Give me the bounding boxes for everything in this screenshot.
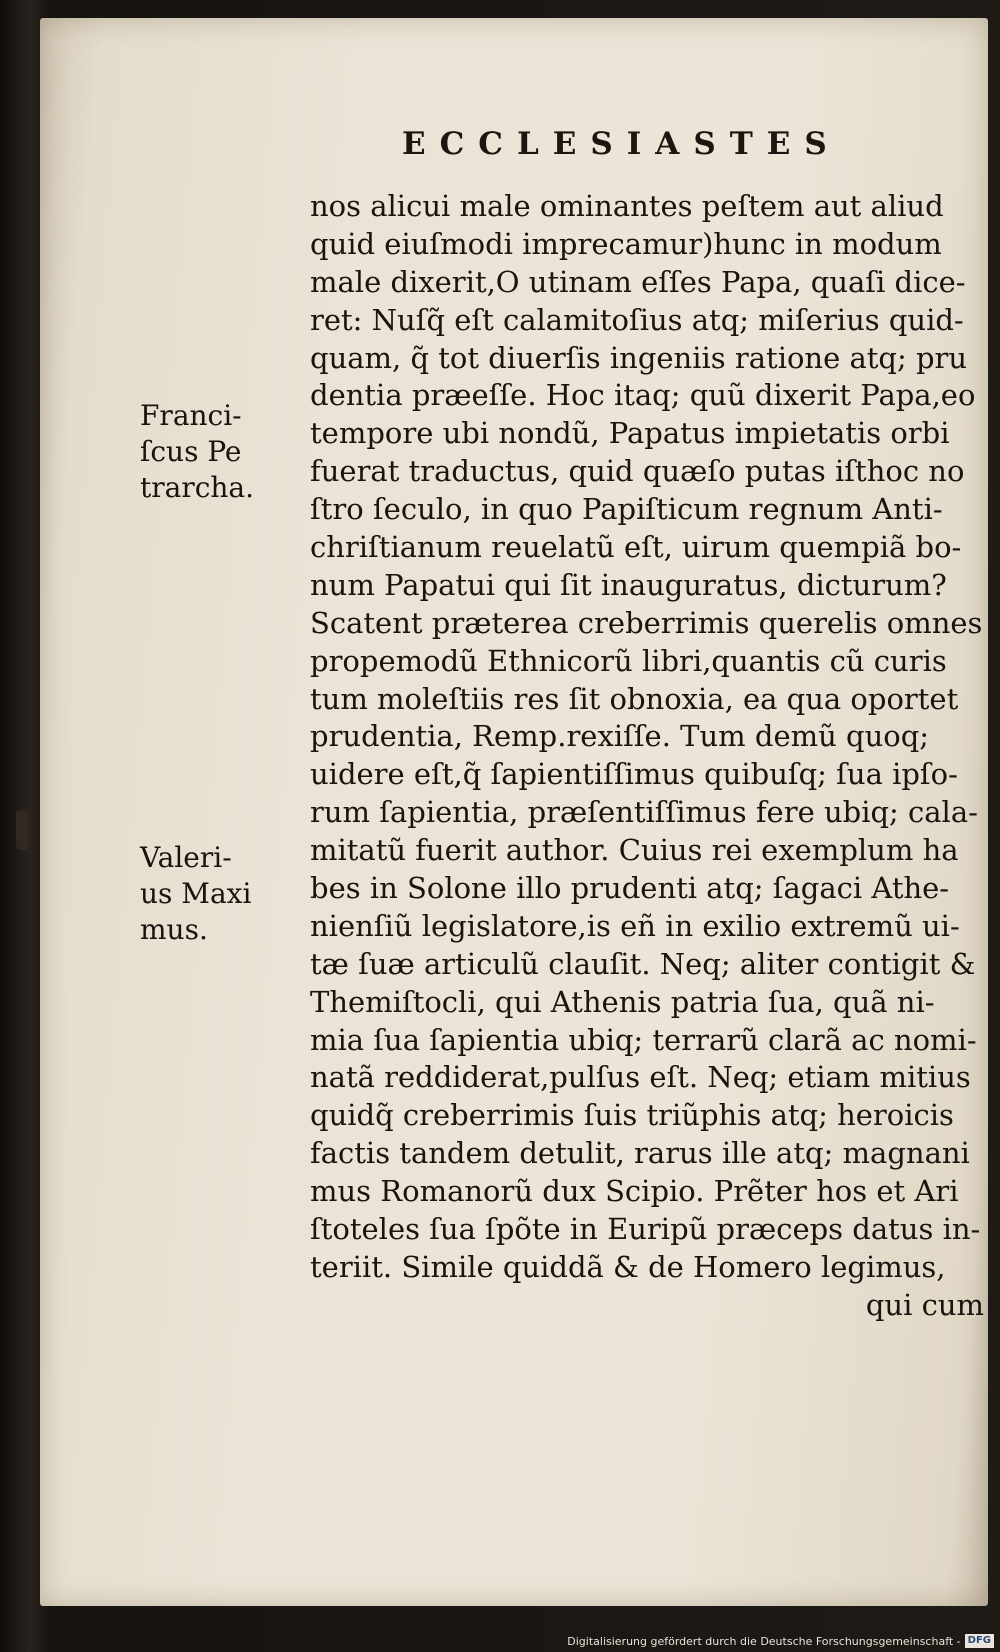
- marginal-line: trarcha.: [140, 471, 255, 504]
- binding-ink-mark: [16, 810, 28, 850]
- text-line: Scatent præterea creberrimis querelis omnes: [310, 605, 983, 640]
- marginal-line: ſcus Pe: [140, 435, 242, 468]
- text-line: Themiſtocli, qui Athenis patria ſua, quã ni‑: [310, 984, 935, 1019]
- catchword: qui cum: [865, 1287, 984, 1322]
- text-line: nos alicui male ominantes peſtem aut aliud: [310, 189, 944, 223]
- text-line: quid eiuſmodi imprecamur)hunc in modum: [310, 226, 942, 261]
- text-line: teriit. Simile quiddã & de Homero legimus,: [310, 1249, 946, 1284]
- marginal-line: us Maxi: [140, 877, 252, 910]
- text-line: ret: Nuſq̃ eſt calamitoſius atq; miſerius quid‑: [310, 302, 964, 337]
- text-line: tempore ubi nondũ, Papatus impietatis orbi: [310, 416, 950, 451]
- text-line: mitatũ fuerit author. Cuius rei exemplum ha: [310, 833, 959, 868]
- text-line: quidq̃ creberrimis ſuis triũphis atq; heroicis: [310, 1098, 954, 1133]
- text-line: factis tandem detulit, rarus ille atq; magnani: [310, 1136, 970, 1171]
- text-line: num Papatui qui ſit inauguratus, dicturum?: [310, 567, 947, 602]
- text-line: male dixerit,O utinam eſſes Papa, quaſi dice‑: [310, 264, 966, 299]
- text-line: fuerat traductus, quid quæſo putas iſthoc no: [310, 454, 965, 489]
- dfg-logo: DFG: [965, 1634, 994, 1648]
- text-line: dentia præeſſe. Hoc itaq; quũ dixerit Papa,eo: [310, 378, 976, 413]
- marginal-line: Franci‑: [140, 399, 242, 432]
- text-line: chriſtianum reuelatũ eſt, uirum quempiã bo‑: [310, 530, 962, 565]
- text-line: prudentia, Remp.rexiſſe. Tum demũ quoq;: [310, 719, 930, 754]
- text-line: tæ ſuæ articulũ clauſit. Neq; aliter contigit &: [310, 946, 976, 981]
- marginal-line: mus.: [140, 913, 208, 946]
- text-line: tum moleſtiis res ſit obnoxia, ea qua oportet: [310, 681, 959, 716]
- book-page: [40, 18, 988, 1606]
- text-line: natã reddiderat,pulſus eſt. Neq; etiam mitius: [310, 1060, 971, 1095]
- running-head: ECCLESIASTES: [402, 126, 841, 162]
- text-line: ſtoteles ſua ſpõte in Euripũ præceps datus in‑: [310, 1212, 981, 1247]
- text-line: quam, q̃ tot diuerſis ingeniis ratione atq; pru: [310, 340, 968, 375]
- text-line: nienſiũ legislatore,is eñ in exilio extremũ ui‑: [310, 908, 960, 943]
- text-line: rum ſapientia, præſentiſſimus fere ubiq; cala‑: [310, 795, 978, 830]
- text-line: mia ſua ſapientia ubiq; terrarũ clarã ac nomi‑: [310, 1022, 977, 1057]
- text-line: uidere eſt,q̃ ſapientiſſimus quibuſq; ſua ipſo‑: [310, 757, 958, 792]
- marginal-note-valerius-maximus: [140, 840, 270, 948]
- text-line: mus Romanorũ dux Scipio. Prẽter hos et Ari: [310, 1174, 959, 1209]
- digitization-credit: [567, 1632, 994, 1650]
- marginal-note-petrarcha: [140, 398, 270, 506]
- text-line: bes in Solone illo prudenti atq; ſagaci Athe‑: [310, 871, 950, 906]
- marginal-line: Valeri‑: [140, 841, 232, 874]
- body-text: [310, 188, 992, 1325]
- text-line: ſtro ſeculo, in quo Papiſticum regnum Anti‑: [310, 492, 943, 527]
- credit-text: Digitalisierung gefördert durch die Deutsche Forschungsgemeinschaft -: [567, 1634, 961, 1648]
- text-line: propemodũ Ethnicorũ libri,quantis cũ curis: [310, 643, 947, 678]
